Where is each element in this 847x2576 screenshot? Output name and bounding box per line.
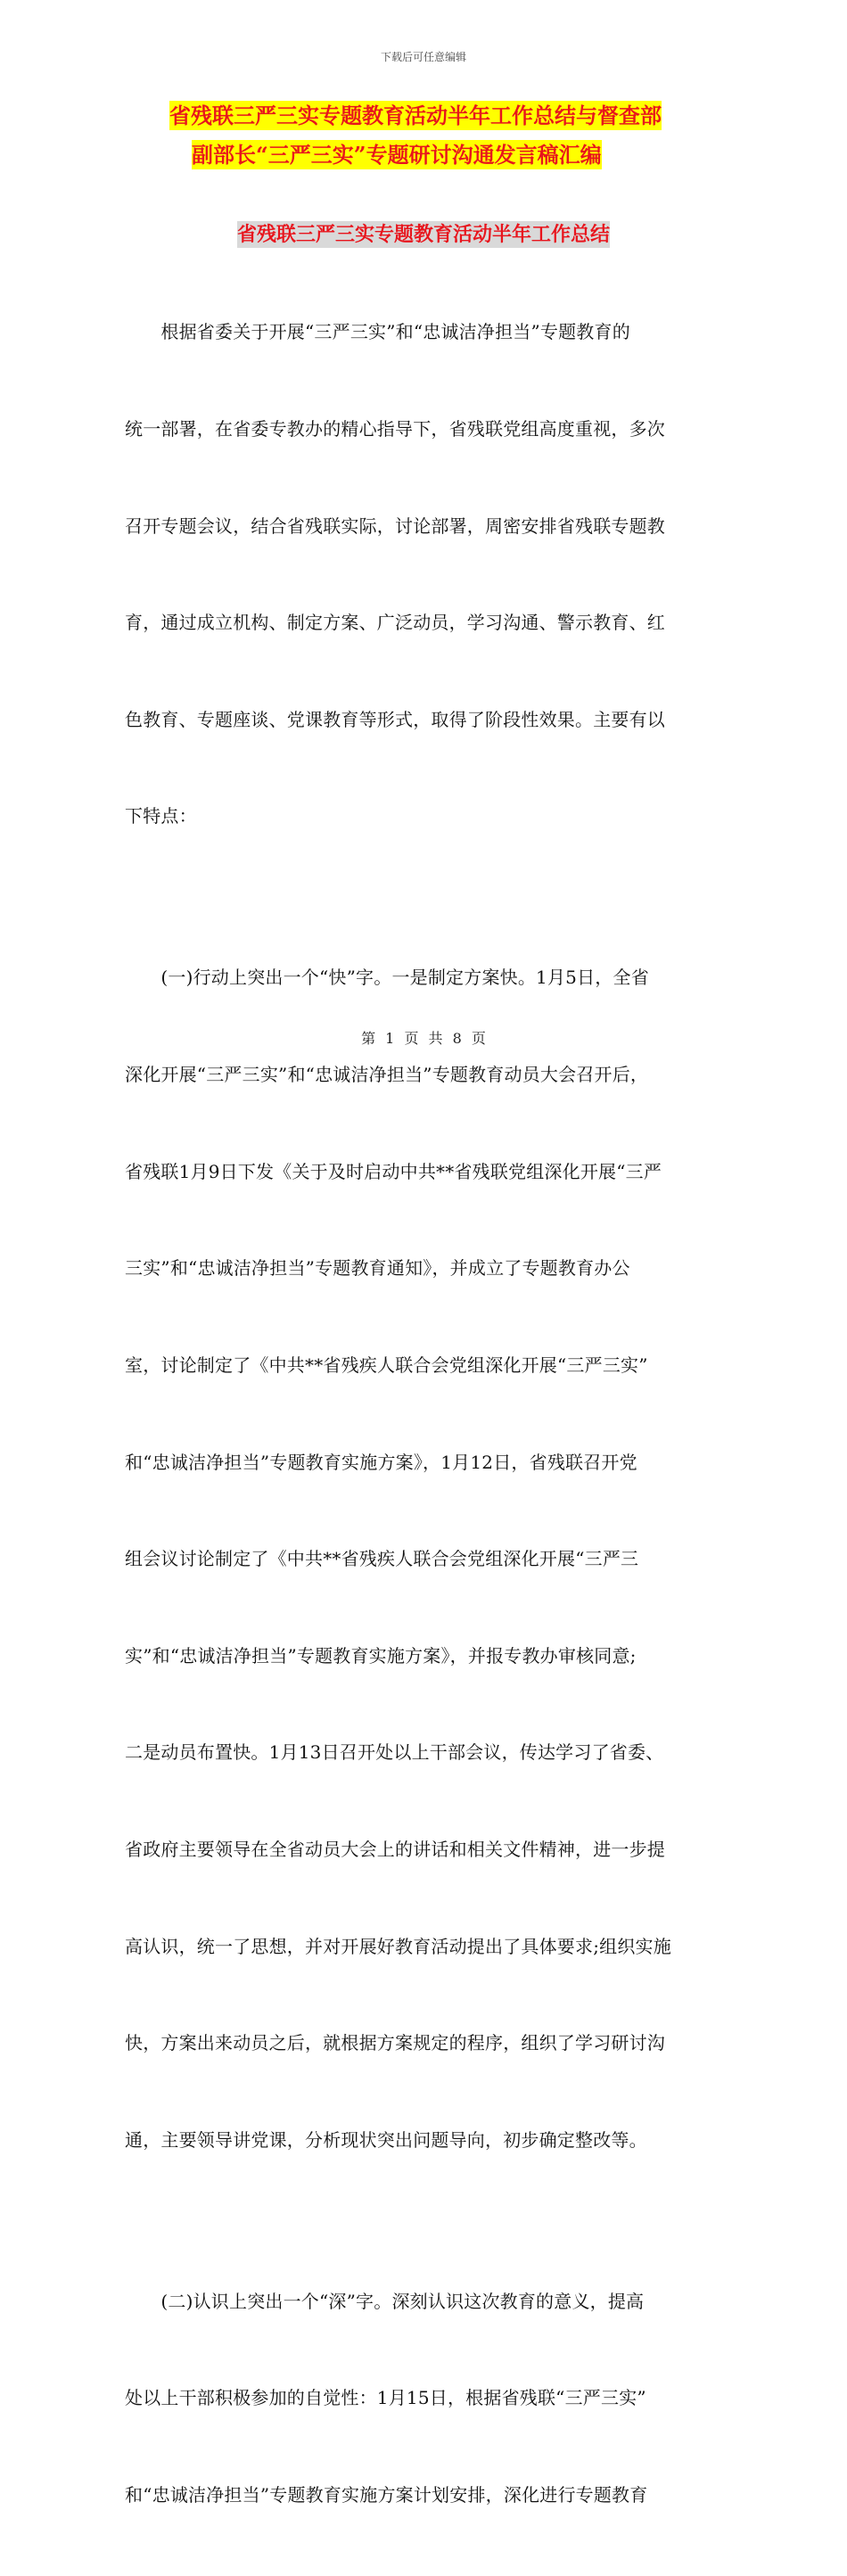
body-text [125, 251, 724, 2576]
text-line: 下特点： [125, 805, 197, 827]
text-line: 组会议讨论制定了《中共**省残疾人联合会党组深化开展“三严三 [125, 1548, 639, 1570]
document-title-line-1: 省残联三严三实专题教育活动半年工作总结与督查部 [169, 103, 662, 128]
text-line: 育，通过成立机构、制定方案、广泛动员，学习沟通、警示教育、红 [125, 612, 665, 634]
text-line: (二)认识上突出一个“深”字。深刻认识这次教育的意义，提高 [125, 2290, 645, 2312]
section-title: 省残联三严三实专题教育活动半年工作总结 [236, 223, 610, 246]
text-line: 通，主要领导讲党课，分析现状突出问题导向，初步确定整改等。 [125, 2128, 647, 2151]
text-line: 根据省委关于开展“三严三实”和“忠诚洁净担当”专题教育的 [125, 321, 630, 343]
text-line: 室，讨论制定了《中共**省残疾人联合会党组深化开展“三严三实” [125, 1354, 648, 1376]
text-line: 色教育、专题座谈、党课教育等形式，取得了阶段性效果。主要有以 [125, 708, 665, 730]
text-line: 统一部署，在省委专教办的精心指导下，省残联党组高度重视，多次 [125, 418, 665, 440]
text-line: 深化开展“三严三实”和“忠诚洁净担当”专题教育动员大会召开后， [125, 1064, 649, 1086]
text-line: (一)行动上突出一个“快”字。一是制定方案快。1月5日，全省 [125, 967, 649, 989]
text-line: 高认识，统一了思想，并对开展好教育活动提出了具体要求;组织实施 [125, 1935, 671, 1957]
text-line: 省政府主要领导在全省动员大会上的讲话和相关文件精神，进一步提 [125, 1838, 665, 1860]
text-line: 召开专题会议，结合省残联实际，讨论部署，周密安排省残联专题教 [125, 514, 665, 537]
document-title-line-2: 副部长“三严三实”专题研讨沟通发言稿汇编 [192, 142, 602, 168]
header-note: 下载后可任意编辑 [380, 51, 466, 63]
page-number-footer: 第 1 页 共 8 页 [361, 1030, 486, 1047]
paragraph-2 [125, 897, 724, 2220]
text-line: 快，方案出来动员之后，就根据方案规定的程序，组织了学习研讨沟 [125, 2032, 665, 2054]
text-line: 和“忠诚洁净担当”专题教育实施方案计划安排，深化进行专题教育 [125, 2484, 648, 2506]
text-line: 省残联1月9日下发《关于及时启动中共**省残联党组深化开展“三严 [125, 1160, 662, 1182]
paragraph-3 [125, 2220, 724, 2575]
text-line: 和“忠诚洁净担当”专题教育实施方案》，1月12日，省残联召开党 [125, 1451, 637, 1473]
text-line: 三实”和“忠诚洁净担当”专题教育通知》，并成立了专题教育办公 [125, 1257, 630, 1280]
paragraph-1 [125, 251, 724, 897]
text-line: 实”和“忠诚洁净担当”专题教育实施方案》，并报专教办审核同意; [125, 1644, 637, 1667]
text-line: 二是动员布置快。1月13日召开处以上干部会议，传达学习了省委、 [125, 1741, 664, 1764]
text-line: 处以上干部积极参加的自觉性：1月15日，根据省残联“三严三实” [125, 2387, 646, 2409]
